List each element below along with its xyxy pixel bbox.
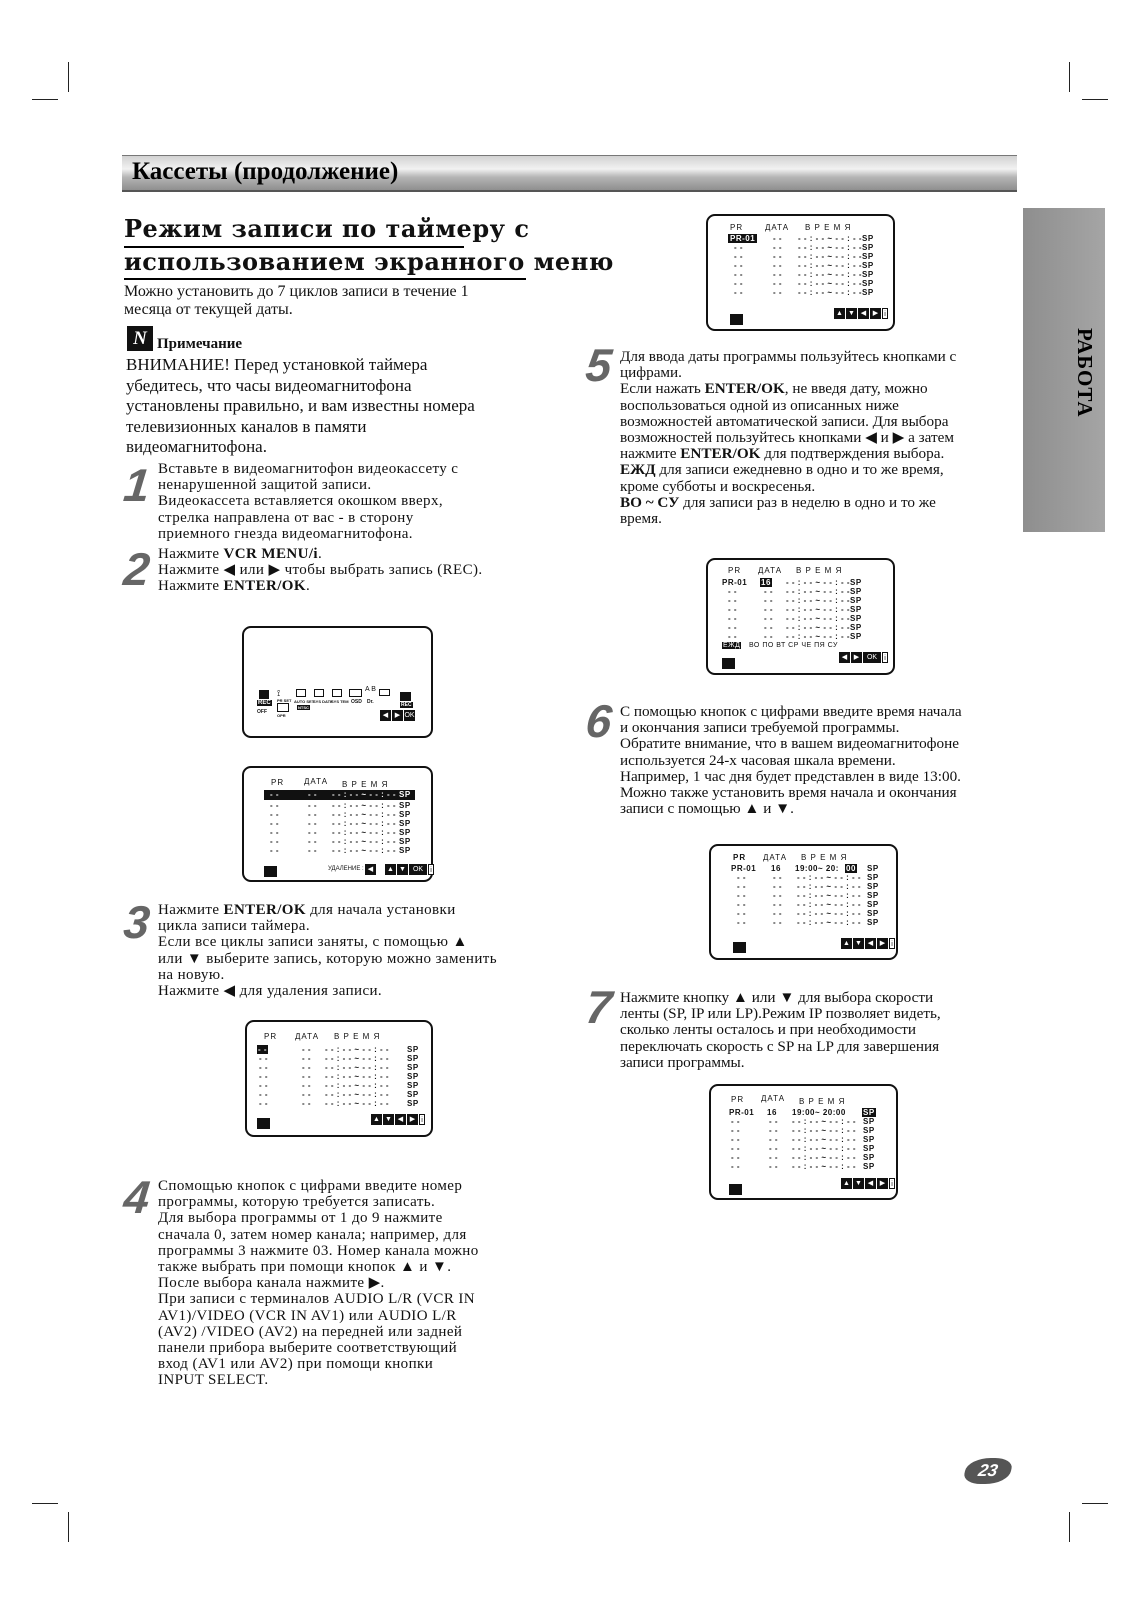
step-line: При записи с терминалов AUDIO L/R (VCR IN — [158, 1291, 476, 1308]
info-icon: i — [882, 652, 888, 663]
step-line: кроме субботы и воскресенья. — [620, 477, 816, 495]
section-title-line1: Режим записи по таймеру с — [124, 214, 530, 243]
page-title: Кассеты (продолжение) — [132, 158, 399, 185]
step-line: Для ввода даты программы пользуйтесь кнопками с — [620, 348, 957, 365]
step-line: возможностей автоматической записи. Для выбора — [620, 412, 949, 430]
step-line: и окончания записи требуемой программы. — [620, 719, 900, 737]
header-bar — [122, 155, 1017, 192]
step-number: 7 — [583, 981, 613, 1033]
note-line: убедитесь, что часы видеомагнитофона — [126, 375, 412, 395]
ok-icon: OK — [409, 864, 427, 875]
step-line: программы, которую требуется записать. — [158, 1194, 436, 1211]
weekday-options: ВО ПО ВТ СР ЧЕ ПЯ СУ — [749, 642, 838, 649]
crop-mark — [32, 1503, 58, 1504]
right-arrow-icon: ▶ — [877, 1178, 888, 1189]
osd-icon — [349, 689, 362, 697]
tape-icon — [722, 658, 735, 669]
step-line: Можно также установить время начала и окончания — [620, 784, 957, 802]
clock-icon — [314, 689, 324, 697]
rec-menu-label: REC — [258, 700, 271, 706]
step-line: приемного гнезда видеомагнитофона. — [158, 525, 413, 542]
osd-timer-list-screen: PR ДАТА В Р Е М Я - - - - - - : - - ~ - - : - - SP - - - - - - : - - ~ - - : - - SP - - - - - - : - - ~ - - : - - SP - - - - - - : - - ~ - - : - - SP - - - - - - : - - ~ - - : - - SP - - - - - - : - - ~ - - : - - SP - - - - - - : - - ~ - - : - - SP УДАЛЕНИЕ : ◀ ▲ ▼ OK i — [242, 766, 433, 882]
up-arrow-icon: ▲ — [834, 308, 845, 319]
timer-row-selected: - - - - - - : - - ~ - - : - - SP — [264, 790, 415, 800]
step-line: панели прибора выберите соответствующий — [158, 1340, 458, 1357]
pr-column-header: PR — [271, 778, 285, 787]
step-line: используется 24-х часовая шкала времени. — [620, 751, 896, 769]
osd-label: OSD — [351, 699, 362, 705]
step-number: 3 — [121, 896, 151, 948]
step-line: Нажмите кнопку ▲ или ▼ для выбора скорости — [620, 989, 934, 1006]
note-line: телевизионных каналов в памяти — [126, 416, 367, 436]
step-number: 6 — [583, 695, 613, 747]
down-arrow-icon: ▼ — [846, 308, 857, 319]
right-arrow-icon: ▶ — [392, 710, 403, 721]
crop-mark — [68, 62, 69, 92]
sys-date-label: SYS DATE — [313, 699, 333, 704]
date-column-header: ДАТА — [763, 853, 788, 862]
step-line: записи с помощью ▲ и ▼. — [620, 800, 794, 818]
date-column-header: ДАТА — [295, 1032, 320, 1041]
step-1-text — [158, 461, 458, 542]
tape-icon — [400, 692, 411, 701]
step-line: сколько ленты осталось и при необходимости — [620, 1021, 917, 1039]
step-line: стрелка направлена от вас - в сторону — [158, 509, 414, 526]
pr-column-header: PR — [728, 566, 742, 575]
down-arrow-icon: ▼ — [853, 938, 864, 949]
info-icon: i — [889, 1178, 895, 1189]
crop-mark — [1069, 1512, 1070, 1542]
step-line: сначала 0, затем номер канала; например, для — [158, 1226, 467, 1243]
left-arrow-icon: ◀ — [395, 1114, 406, 1125]
note-icon: N — [127, 326, 153, 351]
step-number: 5 — [583, 339, 613, 391]
intro-text — [124, 283, 554, 319]
step-line: ВО ~ СУ для записи раз в неделю в одно и то же — [620, 493, 936, 511]
step-line: ленты (SP, IP или LP).Режим IP позволяет видеть, — [620, 1005, 941, 1023]
tape-icon — [729, 1184, 742, 1195]
step-line: ЕЖД для записи ежедневно в одно и то же время, — [620, 461, 944, 479]
down-arrow-icon: ▼ — [853, 1178, 864, 1189]
osd-timer-speed-screen: PR ДАТА В Р Е М Я PR-01 16 19:00~ 20:00 SP - - - - - - : - - ~ - - : - - SP - - - - - - : - - ~ - - : - - SP - - - - - - : - - ~ - - : - - SP - - - - - - : - - ~ - - : - - SP - - - - - - : - - ~ - - : - - SP - - - - - - : - - ~ - - : - - SP ▲ ▼ ◀ ▶ i — [709, 1084, 898, 1200]
step-3-text — [158, 902, 497, 999]
step-number: 4 — [121, 1171, 151, 1223]
nav-buttons — [371, 1114, 425, 1125]
date-column-header: ДАТА — [758, 566, 783, 575]
tape-icon — [257, 1118, 270, 1129]
step-line: Обратите внимание, что в вашем видеомагнитофоне — [620, 735, 959, 753]
step-line: Видеокассета вставляется окошком вверх, — [158, 493, 444, 510]
sys-tem-label: SYS TEM — [331, 699, 349, 704]
note-body — [126, 355, 556, 458]
up-arrow-icon: ▲ — [385, 864, 396, 875]
up-arrow-icon: ▲ — [371, 1114, 382, 1125]
ok-icon: OK — [863, 652, 881, 663]
down-arrow-icon: ▼ — [383, 1114, 394, 1125]
delete-button — [365, 864, 376, 875]
crop-mark — [1082, 1503, 1108, 1504]
step-line: воспользоваться одной из описанных ниже — [620, 396, 899, 414]
date-column-header: ДАТА — [304, 777, 329, 786]
step-line: вход (AV1 или AV2) при помощи кнопки — [158, 1356, 434, 1373]
rec-status-label: REC — [401, 702, 412, 708]
step-line: программы 3 нажмите 03. Номер канала можно — [158, 1242, 479, 1259]
pr-column-header: PR — [733, 853, 747, 862]
step-line: Если все циклы записи заняты, с помощью ▲ — [158, 934, 468, 951]
step-line: цикла записи таймера. — [158, 918, 310, 935]
osd-timer-date-screen: PR ДАТА В Р Е М Я PR-01 16 - - : - - ~ - - : - - SP - - - - - - : - - ~ - - : - - SP - - - - - - : - - ~ - - : - - SP - - - - - - : - - ~ - - : - - SP - - - - - - : - - ~ - - : - - SP - - - - - - : - - ~ - - : - - SP - - - - - - : - - ~ - - : - - SP ЕЖД ВО ПО ВТ СР ЧЕ ПЯ СУ ◀ ▶ OK i — [706, 558, 895, 675]
tape-icon — [264, 866, 277, 877]
left-arrow-icon: ◀ — [865, 938, 876, 949]
note-line: ВНИМАНИЕ! Перед установкой таймера — [126, 355, 428, 374]
step-line: Нажмите ◀ или ▶ чтобы выбрать запись (REC). — [158, 562, 483, 579]
daily-option: ЕЖД — [723, 642, 741, 649]
step-line: С помощью кнопок с цифрами введите время начала — [620, 703, 962, 720]
osd-timer-list-screen: PR ДАТА В Р Е М Я - - - - - - : - - ~ - - : - - SP - - - - - - : - - ~ - - : - - SP - - - - - - : - - ~ - - : - - SP - - - - - - : - - ~ - - : - - SP - - - - - - : - - ~ - - : - - SP - - - - - - : - - ~ - - : - - SP - - - - - - : - - ~ - - : - - SP ▲ ▼ ◀ ▶ i — [245, 1020, 433, 1137]
left-arrow-icon: ◀ — [380, 710, 391, 721]
nav-buttons — [385, 864, 434, 875]
step-line: После выбора канала нажмите ▶. — [158, 1275, 385, 1292]
step-line: Нажмите ENTER/OK. — [158, 578, 311, 595]
left-arrow-icon: ◀ — [858, 308, 869, 319]
up-arrow-icon: ▲ — [841, 1178, 852, 1189]
step-7-text — [620, 990, 941, 1071]
step-line: Спомощью кнопок с цифрами введите номер — [158, 1178, 463, 1194]
step-line: Нажмите VCR MENU/i. — [158, 546, 323, 562]
intro-line: месяца от текущей даты. — [124, 301, 293, 318]
right-arrow-icon: ▶ — [851, 652, 862, 663]
dr-label: Dr. — [367, 699, 374, 705]
step-line: Нажмите ◀ для удаления записи. — [158, 983, 383, 1000]
pr-column-header: PR — [731, 1095, 745, 1104]
auto-set-label: AUTO SET — [294, 699, 315, 704]
title-underline — [124, 278, 526, 280]
step-6-text — [620, 704, 962, 817]
pr-set-label: PR SET — [277, 698, 292, 703]
note-line: установлены правильно, и вам известны номера — [126, 396, 475, 415]
time-column-header: В Р Е М Я — [805, 223, 852, 232]
step-line: ненарушенной защитой записи. — [158, 477, 372, 494]
osd-timer-list-screen: PR ДАТА В Р Е М Я PR-01 - - - - : - - ~ - - : - - SP - - - - - - : - - ~ - - : - - SP - - - - - - : - - ~ - - : - - SP - - - - - - : - - ~ - - : - - SP - - - - - - : - - ~ - - : - - SP - - - - - - : - - ~ - - : - - SP - - - - - - : - - ~ - - : - - SP ▲ ▼ ◀ ▶ i — [706, 214, 895, 331]
delete-label: УДАЛЕНИЕ : — [328, 866, 364, 872]
note-line: видеомагнитофона. — [126, 437, 267, 456]
step-line: возможностей пользуйтесь кнопками ◀ и ▶ а затем — [620, 429, 954, 447]
step-line: Вставьте в видеомагнитофон видеокассету с — [158, 461, 459, 477]
time-column-header: В Р Е М Я — [801, 853, 848, 862]
date-column-header: ДАТА — [765, 223, 790, 232]
info-icon: i — [882, 308, 888, 319]
step-line: на новую. — [158, 966, 225, 983]
step-4-text — [158, 1178, 479, 1389]
crop-mark — [32, 99, 58, 100]
pr-column-header: PR — [730, 223, 744, 232]
osd-menu-screen — [242, 626, 433, 738]
step-line: (AV2) /VIDEO (AV2) на передней или задней — [158, 1323, 463, 1340]
crop-mark — [68, 1512, 69, 1542]
opr-label: OPR — [277, 713, 286, 718]
step-line: записи программы. — [620, 1053, 745, 1071]
section-title-line2: использованием экранного меню — [124, 247, 614, 276]
right-arrow-icon: ▶ — [877, 938, 888, 949]
step-line: Если нажать ENTER/OK, не введя дату, можно — [620, 380, 928, 398]
time-column-header: В Р Е М Я — [796, 566, 843, 575]
info-icon: i — [889, 938, 895, 949]
intro-line: Можно установить до 7 циклов записи в течение 1 — [124, 283, 469, 300]
left-arrow-icon: ◀ — [365, 864, 376, 875]
tape-icon — [730, 314, 743, 325]
time-column-header: В Р Е М Я — [799, 1097, 846, 1106]
step-line: Например, 1 час дня будет представлен в виде 13:00. — [620, 767, 961, 785]
right-arrow-icon: ▶ — [407, 1114, 418, 1125]
auto-set-icon — [296, 689, 306, 697]
ok-icon: OK — [404, 712, 415, 719]
section-tab-label: РАБОТА — [1073, 328, 1097, 418]
nav-buttons — [841, 938, 895, 949]
left-arrow-icon: ◀ — [839, 652, 850, 663]
step-2-text — [158, 546, 483, 595]
nav-buttons — [380, 710, 415, 721]
date-column-header: ДАТА — [761, 1094, 786, 1103]
ab-repeat-label: A B — [365, 686, 376, 693]
step-line: переключать скорость с SP на LP для завершения — [620, 1037, 940, 1055]
step-line: INPUT SELECT. — [158, 1372, 269, 1389]
step-line: нажмите ENTER/OK для подтверждения выбора. — [620, 445, 945, 463]
antenna-icon: ⟟ — [277, 688, 286, 697]
opr-icon — [277, 703, 289, 712]
step-line: Нажмите ENTER/OK для начала установки — [158, 902, 456, 918]
step-number: 2 — [121, 543, 151, 595]
system-icon — [332, 689, 342, 697]
tape-icon — [733, 942, 746, 953]
right-arrow-icon: ▶ — [870, 308, 881, 319]
crop-mark — [1082, 99, 1108, 100]
nav-buttons — [834, 308, 888, 319]
nav-buttons — [841, 1178, 895, 1189]
time-column-header: В Р Е М Я — [342, 780, 389, 789]
pr-column-header: PR — [264, 1032, 278, 1041]
osd-timer-time-screen: PR ДАТА В Р Е М Я PR-01 16 19:00~ 20: 00 SP - - - - - - : - - ~ - - : - - SP - - - - - - : - - ~ - - : - - SP - - - - - - : - - ~ - - : - - SP - - - - - - : - - ~ - - : - - SP - - - - - - : - - ~ - - : - - SP - - - - - - : - - ~ - - : - - SP ▲ ▼ ◀ ▶ i — [709, 844, 898, 960]
nav-buttons — [839, 652, 888, 663]
step-line: AV1)/VIDEO (VCR IN AV1) или AUDIO L/R — [158, 1307, 457, 1324]
step-line: цифрами. — [620, 364, 682, 382]
info-icon: i — [428, 864, 434, 875]
dr-icon — [379, 689, 390, 696]
down-arrow-icon: ▼ — [397, 864, 408, 875]
step-line: Для выбора программы от 1 до 9 нажмите — [158, 1210, 443, 1227]
left-arrow-icon: ◀ — [865, 1178, 876, 1189]
ntsc-label: NTSC — [298, 705, 309, 710]
up-arrow-icon: ▲ — [841, 938, 852, 949]
step-line: время. — [620, 510, 662, 528]
page-number: 23 — [962, 1458, 1014, 1484]
note-title: Примечание — [157, 336, 243, 352]
crop-mark — [1069, 62, 1070, 92]
step-line: также выбрать при помощи кнопок ▲ и ▼. — [158, 1259, 452, 1276]
tape-icon — [259, 690, 269, 699]
step-5-text — [620, 349, 956, 527]
time-column-header: В Р Е М Я — [334, 1032, 381, 1041]
info-icon: i — [419, 1114, 425, 1125]
section-tab — [1023, 208, 1105, 532]
off-label: OFF — [257, 709, 267, 715]
step-number: 1 — [121, 459, 151, 511]
step-line: или ▼ выберите запись, которую можно заменить — [158, 950, 497, 967]
